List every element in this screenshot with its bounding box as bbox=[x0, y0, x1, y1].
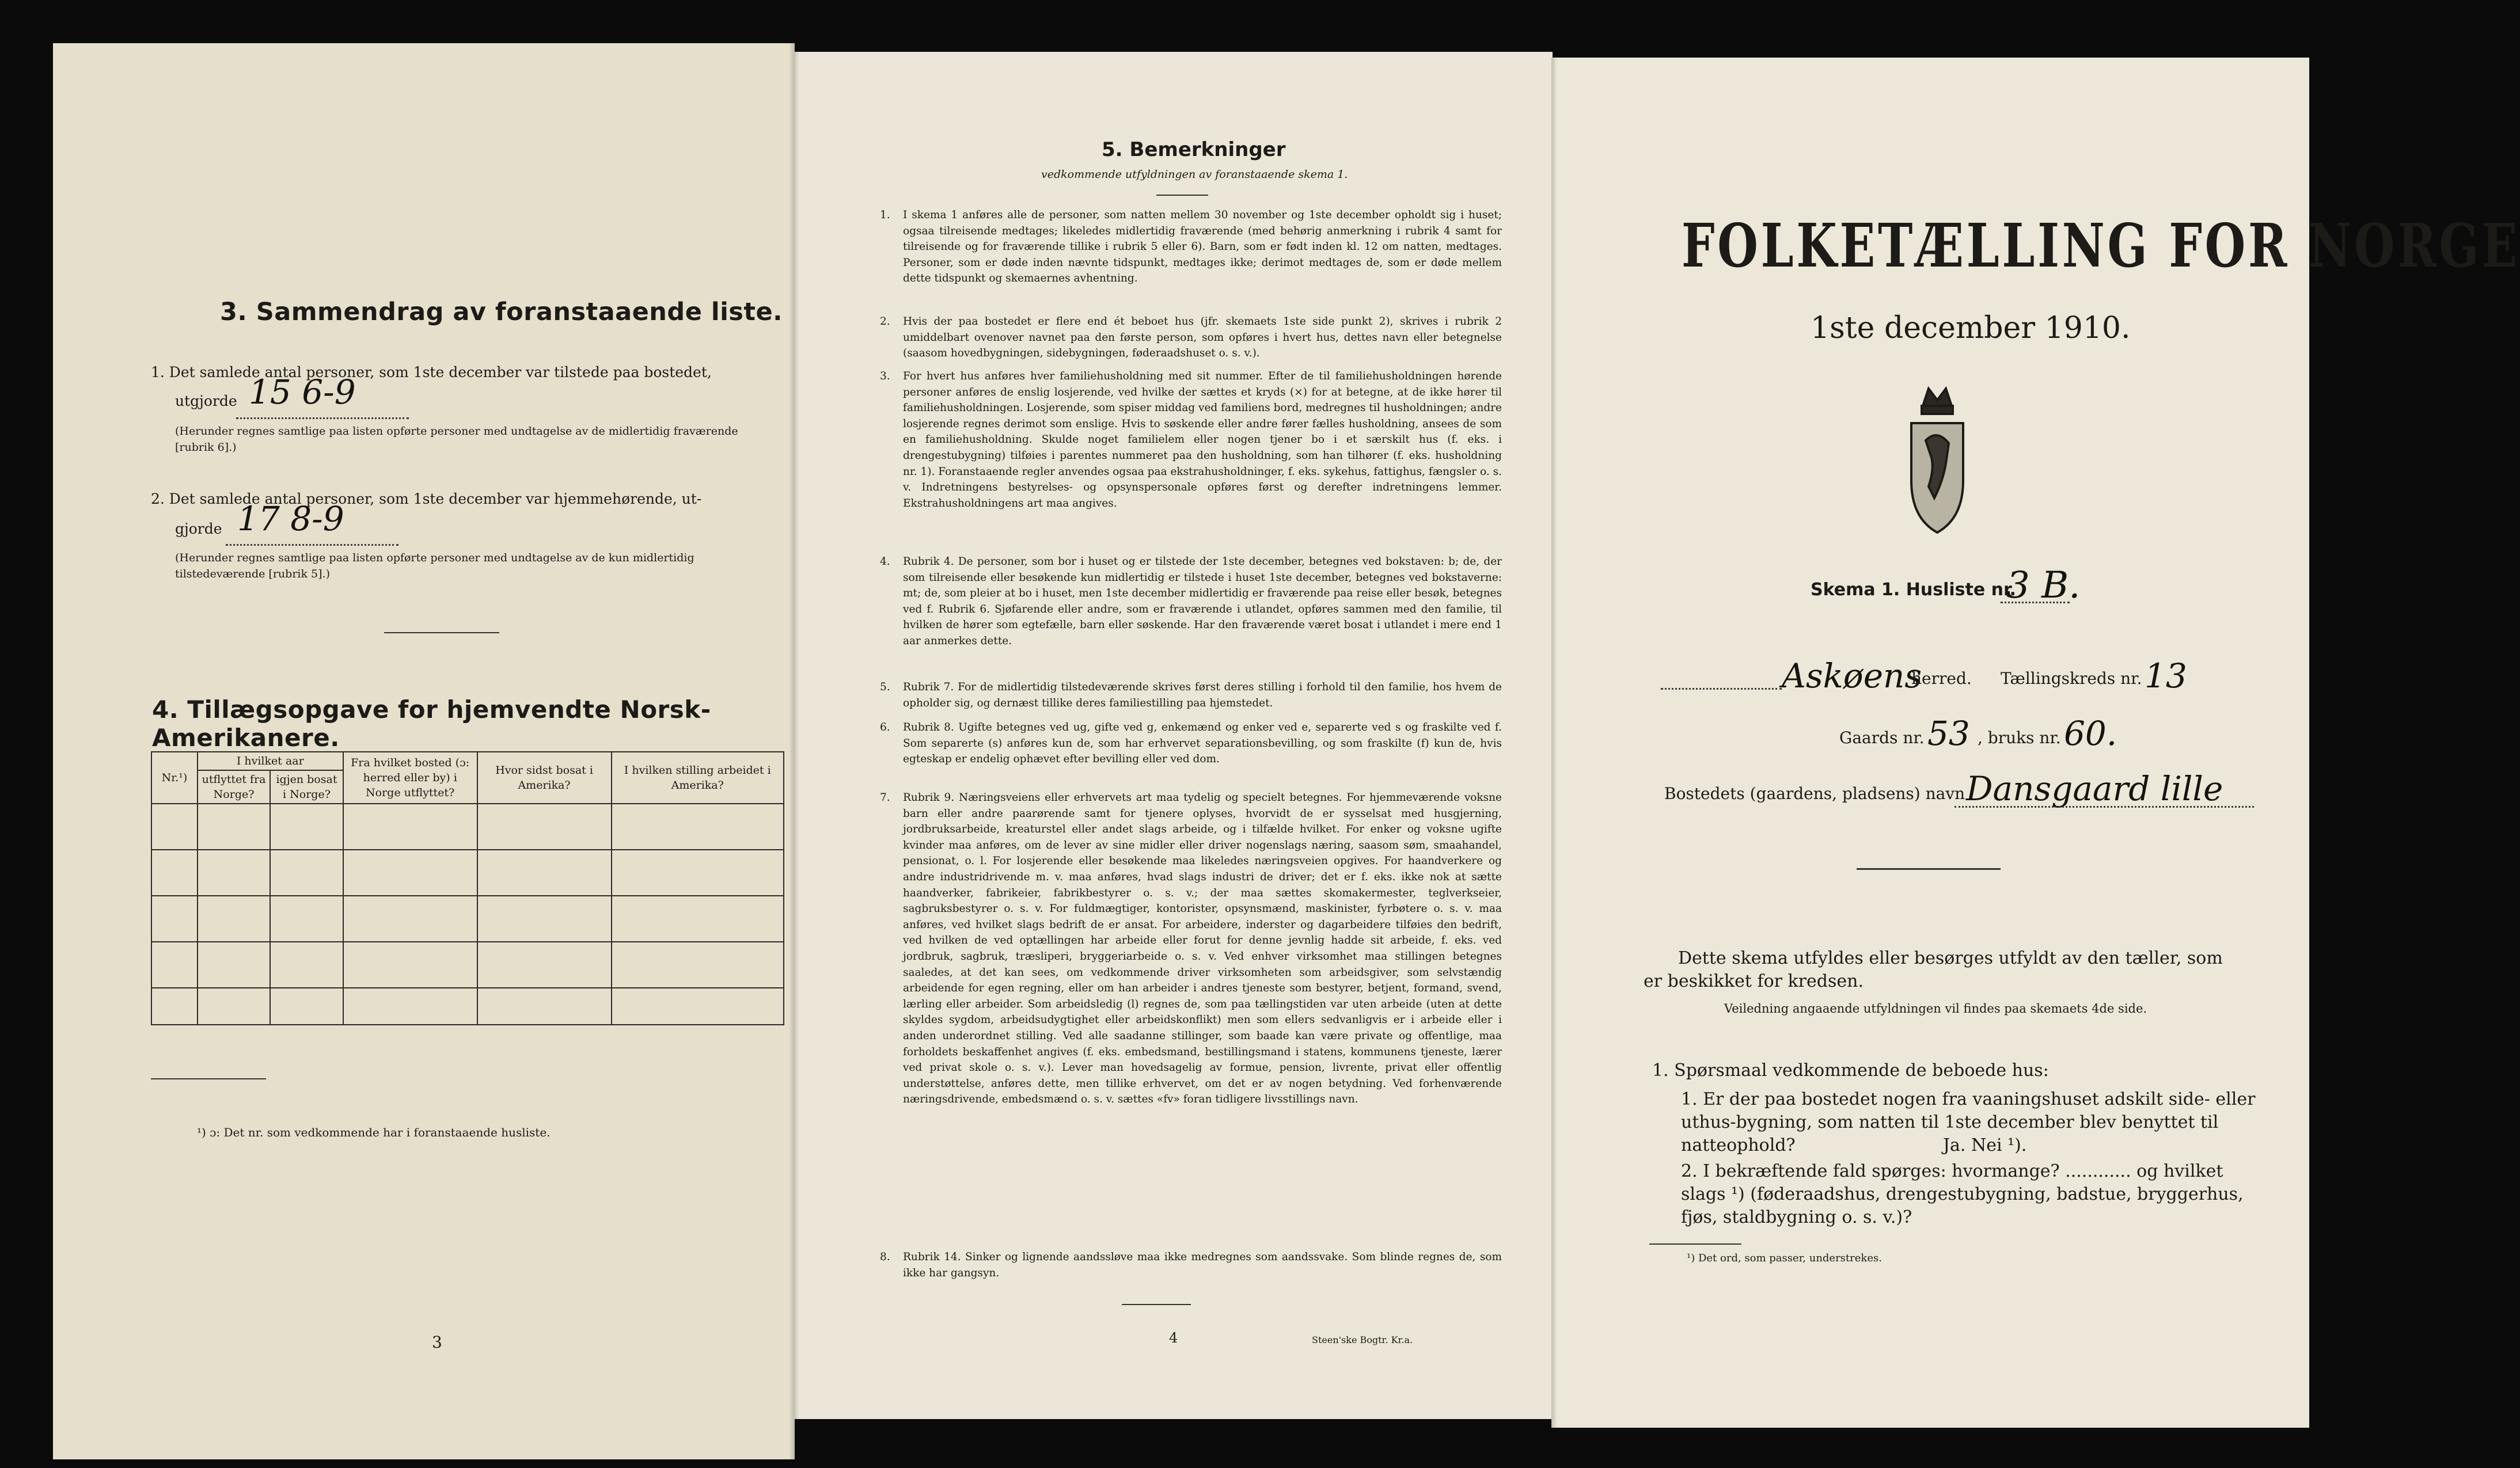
divider bbox=[1156, 195, 1208, 196]
page-middle bbox=[794, 52, 1553, 1419]
page-left bbox=[53, 43, 795, 1459]
page-number: 4 bbox=[1169, 1330, 1178, 1346]
census-date: 1ste december 1910. bbox=[1811, 311, 2131, 345]
question-1-answer: Ja. Nei ¹). bbox=[1943, 1135, 2027, 1155]
herred-label: herred. bbox=[1911, 669, 1972, 688]
remark-3: 3. For hvert hus anføres hver familiehusholdning med sit nummer. Efter de til familiehusholdningen hørende personer anføres de enslig losjerende, ved hvilke der sættes et kryds (×) for at betegne, at de ikke hører til familiehusholdningen. Losjerende, som spiser middag ved familiens bord, medregnes til husholdningen; andre losjerende regnes derimot som enslige. Hvis to søskende eller andre fører fælles husholdning, ansees de som en familiehusholdning. Skulde noget familielem eller nogen tjener bo i et særskilt hus (f. eks. i drengestubygning) tilføies i parentes nummeret paa den husholdning, som han tilhører (f. eks. husholdning nr. 1). Foranstaaende regler anvendes ogsaa paa ekstrahusholdninger, f. eks. sykehus, fattighus, fængsler o. s. v. Indretningens bestyrelses- og opsynspersonale opføres først og derefter indretningens lemmer. Ekstrahusholdningens art maa angives. bbox=[880, 370, 1502, 509]
remark-2: 2. Hvis der paa bostedet er flere end ét beboet hus (jfr. skemaets 1ste side punkt 2), skrives i rubrik 2 umiddelbart ovenover navnet paa den første person, som opføres i hvert hus, dettes navn eller betegnelse (saasom hovedbygningen, sidebygningen, føderaadshuset o. s. v.). bbox=[880, 315, 1502, 360]
s3-item1-handwritten: 15 6-9 bbox=[249, 372, 356, 412]
question-2: 2. I bekræftende fald spørges: hvormange? ............ og hvilket slags ¹) (føderaadshus, drengestubygning, badstue, bryggerhus, fjøs, staldbygning o. s. v.)? bbox=[1681, 1161, 2244, 1227]
veiledning-text: Veiledning angaaende utfyldningen vil findes paa skemaets 4de side. bbox=[1724, 1002, 2147, 1016]
footnote: ¹) Det ord, som passer, understrekes. bbox=[1687, 1252, 1882, 1264]
col-fra-hvilket-bosted: Fra hvilket bosted (ɔ: herred eller by) i Norge utflyttet? bbox=[343, 752, 477, 804]
footnote-rule bbox=[151, 1078, 266, 1079]
section-3-title: 3. Sammendrag av foranstaaende liste. bbox=[220, 298, 783, 326]
husliste-dotted-line bbox=[2001, 602, 2070, 603]
bosted-label: Bostedets (gaardens, pladsens) navn bbox=[1664, 784, 1965, 803]
divider bbox=[1122, 1304, 1191, 1305]
table-header-row bbox=[151, 752, 784, 770]
remark-4: 4. Rubrik 4. De personer, som bor i huset og er tilstede der 1ste december, betegnes ved bokstaven: b; de, der som tilreisende eller besøkende kun midlertidig er tilstede i huset 1ste december, betegnes ved bokstaverne: mt; de, som pleier at bo i huset, men 1ste december midlertidig er fraværende paa reise eller besøk, betegnes ved f. Rubrik 6. Sjøfarende eller andre, som er fraværende i utlandet, opføres sammen med den familie, til hvilken de hører som egtefælle, barn eller søskende. Har den fraværende været bosat i utlandet i mere end 1 aar anmerkes dette. bbox=[880, 556, 1502, 647]
gaards-value: 53 bbox=[1927, 714, 1970, 753]
page-right bbox=[1551, 58, 2520, 1428]
s3-item2-handwritten: 17 8-9 bbox=[237, 499, 344, 538]
s3-item2-dotted-line bbox=[226, 544, 399, 546]
col-hvor-sidst-bosat: Hvor sidst bosat i Amerika? bbox=[477, 752, 612, 804]
s3-item1-note: (Herunder regnes samtlige paa listen opførte personer med undtagelse av de midlertidig fraværende [rubrik 6].) bbox=[175, 425, 738, 454]
printer-imprint: Steen'ske Bogtr. Kr.a. bbox=[1312, 1334, 1413, 1345]
s3-item2-text: 2. Det samlede antal personer, som 1ste december var hjemmehørende, ut- bbox=[151, 490, 702, 507]
remark-6: 6. Rubrik 8. Ugifte betegnes ved ug, gifte ved g, enkemænd og enker ved e, separerte ved s og fraskilte ved f. Som separerte (s) anføres kun de, som har erhvervet separationsbevilling, og som fraskilte (f) kun de, hvis egteskap er endelig ophævet efter bevilling eller ved dom. bbox=[880, 721, 1502, 766]
col-nr: Nr.¹) bbox=[151, 752, 198, 804]
remarks-title: 5. Bemerkninger bbox=[1102, 138, 1286, 161]
norsk-amerikanere-table bbox=[151, 751, 784, 1025]
table-row bbox=[151, 896, 784, 942]
herred-dotted-line bbox=[1661, 688, 1782, 690]
kreds-value: 13 bbox=[2145, 656, 2187, 695]
skema-label: Skema 1. Husliste nr. bbox=[1811, 580, 2016, 600]
herred-value: Askøens bbox=[1782, 656, 1922, 695]
gaards-label: Gaards nr. bbox=[1839, 728, 1925, 747]
norway-coat-of-arms-icon bbox=[1903, 383, 1972, 535]
divider bbox=[384, 632, 499, 633]
col-hvilken-stilling: I hvilken stilling arbeidet i Amerika? bbox=[612, 752, 784, 804]
census-title: FOLKETÆLLING FOR NORGE bbox=[1682, 210, 2520, 281]
col-i-hvilket-aar: I hvilket aar bbox=[198, 752, 343, 770]
bosted-dotted-line bbox=[1954, 806, 2254, 808]
husliste-value: 3 B. bbox=[2006, 564, 2081, 607]
page-fold bbox=[1551, 58, 1557, 1428]
s3-item1-dotted-line bbox=[236, 417, 409, 419]
bruks-label: , bruks nr. bbox=[1978, 728, 2061, 747]
remark-8: 8. Rubrik 14. Sinker og lignende aandssløve maa ikke medregnes som aandssvake. Som blinde regnes de, som ikke har gangsyn. bbox=[880, 1251, 1502, 1279]
table-row bbox=[151, 850, 784, 896]
divider bbox=[1857, 868, 2001, 870]
col-utflyttet: utflyttet fra Norge? bbox=[198, 770, 270, 804]
remarks-subtitle: vedkommende utfyldningen av foranstaaende skema 1. bbox=[1041, 168, 1348, 181]
s3-item1-text: 1. Det samlede antal personer, som 1ste december var tilstede paa bostedet, bbox=[151, 364, 712, 381]
section-4-title: 4. Tillægsopgave for hjemvendte Norsk-Amerikanere. bbox=[152, 695, 711, 752]
question-1: 1. Er der paa bostedet nogen fra vaaningshuset adskilt side- eller uthus-bygning, som natten til 1ste december blev benyttet til natteophold? bbox=[1681, 1089, 2256, 1155]
kreds-label: Tællingskreds nr. bbox=[2001, 669, 2142, 688]
question-header: 1. Spørsmaal vedkommende de beboede hus: bbox=[1652, 1060, 2049, 1081]
remark-1: 1. I skema 1 anføres alle de personer, som natten mellem 30 november og 1ste december opholdt sig i huset; ogsaa tilreisende medtages; likeledes midlertidig fraværende (med behørig anmerkning i rubrik 4 samt for tilreisende og for fraværende tillike i rubrik 5 eller 6). Barn, som er født inden kl. 12 om natten, medtages. Personer, som er døde inden nævnte tidspunkt, medtages ikke; derimot medtages de, som er døde mellem dette tidspunkt og skemaernes avhentning. bbox=[880, 209, 1502, 285]
remark-7: 7. Rubrik 9. Næringsveiens eller erhvervets art maa tydelig og specielt betegnes. For hjemmeværende voksne barn eller andre paarørende samt for tjenere oplyses, hvorvidt de er sysselsat med husgjerning, jordbruksarbeide, kreaturstel eller andet slags arbeide, og i tilfælde hvilket. For enker og voksne ugifte kvinder maa anføres, om de lever av sine midler eller driver nogenslags næring, saasom søm, smaahandel, pensionat, o. l. For losjerende eller besøkende maa likeledes næringsveien opgives. For haandverkere og andre industridrivende m. v. maa anføres, hvad slags industri de driver; det er f. eks. ikke nok at sætte haandverker, fabrikeier, fabrikbestyrer o. s. v.; der maa sættes skomakermester, teglverkseier, sagbruksbestyrer o. s. v. For fuldmægtiger, kontorister, opsynsmænd, maskinister, fyrbøtere o. s. v. maa anføres, ved hvilket slags bedrift de er ansat. For arbeidere, inderster og dagarbeidere tilføies den bedrift, ved hvilken de ved optællingen har arbeide eller forut for denne jevnlig hadde sit arbeide, f. eks. ved jordbruk, sagbruk, træsliperi, bryggeriarbeide o. s. v. Ved enhver virksomhet maa stillingen betegnes saaledes, at det kan sees, om vedkommende driver virksomheten som arbeidsgiver, som selvstændig arbeidende for egen regning, eller om han arbeider i andres tjeneste som bestyrer, betjent, formand, svend, lærling eller arbeider. Som arbeidsledig (l) regnes de, som paa tællingstiden var uten arbeide (uten at dette skyldes sygdom, arbeidsudygtighet eller arbeidskonflikt) men som ellers sedvanligvis er i arbeide eller i anden underordnet stilling. Ved alle saadanne stillinger, som baade kan være private og offentlige, maa forholdets beskaffenhet angives (f. eks. embedsmand, bestillingsmand i statens, kommunens tjeneste, lærer ved privat skole o. s. v.). Lever man hovedsagelig av formue, pension, livrente, privat eller offentlig understøttelse, anføres dette, men tillike erhvervet, om det er av nogen betydning. Ved forhenværende næringsdrivende, embedsmænd o. s. v. sættes «fv» foran tidligere livsstillings navn. bbox=[880, 792, 1502, 1106]
bruks-value: 60. bbox=[2064, 714, 2117, 753]
footnote-rule bbox=[1649, 1243, 1741, 1245]
table-footnote: ¹) ɔ: Det nr. som vedkommende har i foranstaaende husliste. bbox=[197, 1125, 551, 1139]
s3-item2-label: gjorde bbox=[175, 520, 222, 537]
page-number: 3 bbox=[432, 1333, 442, 1352]
table-row bbox=[151, 988, 784, 1025]
s3-item2-note: (Herunder regnes samtlige paa listen opførte personer med undtagelse av de kun midlertidig tilstedeværende [rubrik 5].) bbox=[175, 552, 694, 580]
table-row bbox=[151, 942, 784, 988]
remark-5: 5. Rubrik 7. For de midlertidig tilstedeværende skrives først deres stilling i forhold til den familie, hos hvem de opholder sig, og dernæst tillike deres familiestilling paa hjemstedet. bbox=[880, 681, 1502, 709]
page-fold bbox=[794, 52, 799, 1419]
bosted-value: Dansgaard lille bbox=[1966, 769, 2223, 808]
col-igjen-bosat: igjen bosat i Norge? bbox=[270, 770, 343, 804]
instruction-text: Dette skema utfyldes eller besørges utfyldt av den tæller, som er beskikket for kredsen. bbox=[1644, 948, 2223, 991]
s3-item1-label: utgjorde bbox=[175, 393, 237, 409]
table-row bbox=[151, 804, 784, 850]
